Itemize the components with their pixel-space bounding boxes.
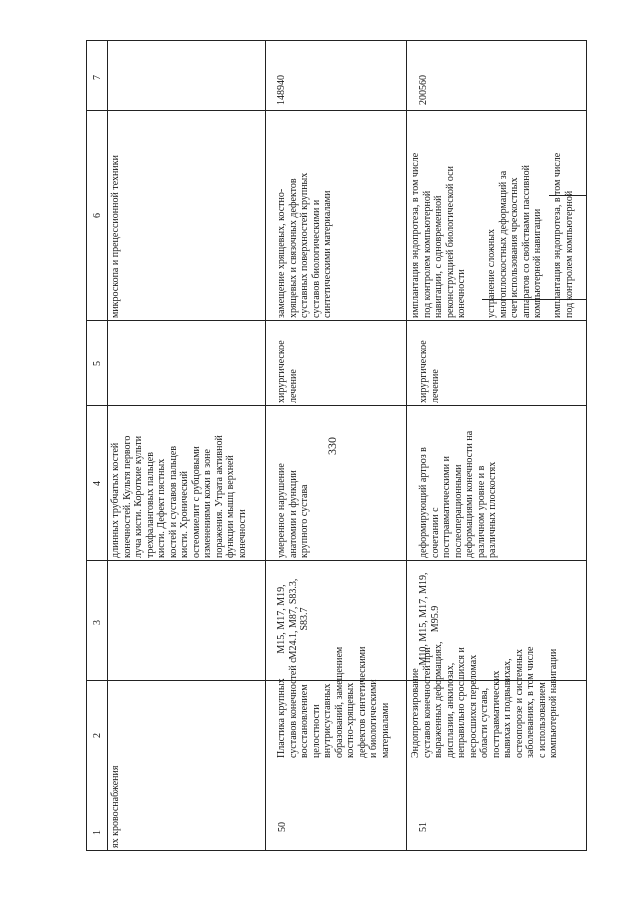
- row-50-number: 50: [277, 822, 288, 832]
- table-border-bottom: [586, 40, 587, 850]
- row-51-treatment: хирургическое лечение: [418, 340, 441, 403]
- header-col-6: 6: [92, 213, 103, 218]
- column-divider: [86, 560, 587, 561]
- row-51-method-3: имплантация эндопротеза, в том числе под контролем компьютерной: [552, 152, 575, 318]
- cont-method: микроскопа и прецессионной техники: [110, 155, 121, 318]
- column-divider: [86, 110, 587, 111]
- row-51-method-1: имплантация эндопротеза, в том числе под контролем компьютерной навигации, с одновременной реконструкцией биологической оси конечности: [410, 152, 467, 318]
- header-row-divider: [107, 40, 108, 850]
- header-col-1: 1: [92, 830, 103, 835]
- header-col-4: 4: [92, 481, 103, 486]
- row-51-model: деформирующий артроз в сочетании с посттравматическими и послеоперационными деформациями конечности на различном уровне и в различных плоскостях: [418, 430, 498, 558]
- column-divider: [86, 320, 587, 321]
- row-51-cost: 200560: [418, 75, 429, 105]
- row-50-codes: M15, M17, M19, M24.1, M87, S83.3, S83.7: [276, 578, 310, 660]
- row-51-method-2: устранение сложных многоплоскостных деформаций за счет использования чрескостных аппаратов со свойствами пассивной компьютерной навигации: [486, 165, 543, 318]
- row-51-number: 51: [418, 822, 429, 832]
- page-number: 330: [325, 437, 339, 455]
- row-50-method: замещение хрящевых, костно- хрящевых и связочных дефектов суставных поверхностей крупных суставов биологическими и синтетическими материалами: [276, 172, 333, 318]
- row-51-name: Эндопротезирование суставов конечностей при выраженных деформациях, дисплазии, анкилозах, неправильно сросшихся и несросшихся переломах области сустава, посттравматических вывихах и подвывихах, остеопорозе и системных заболеваниях, в том числе с использованием компьютерной навигации: [410, 641, 559, 758]
- column-divider: [86, 405, 587, 406]
- cont-model: длинных трубчатых костей конечностей. Культя первого луча кисти. Короткие культи трехфаланговых пальцев кисти. Дефект пястных костей и суставов пальцев кисти. Хронический остеомиелит с рубцовыми изменениями кожи в зоне поражения. Утрата активной функции мышц верхней конечности: [110, 435, 248, 558]
- row-divider: [406, 40, 407, 850]
- table-border-right: [86, 40, 587, 41]
- table-border-left: [86, 850, 587, 851]
- row-50-treatment: хирургическое лечение: [276, 340, 299, 403]
- header-col-5: 5: [92, 361, 103, 366]
- header-col-3: 3: [92, 620, 103, 625]
- cont-name: ях кровоснабжения: [110, 765, 121, 848]
- row-divider: [265, 40, 266, 850]
- row-51-codes: M10, M15, M17, M19, M95.9: [418, 572, 441, 666]
- table-border-top: [86, 40, 87, 850]
- header-col-7: 7: [92, 75, 103, 80]
- header-col-2: 2: [92, 733, 103, 738]
- row-50-model: умеренное нарушение анатомии и функции крупного сустава: [276, 463, 310, 558]
- row-50-name: Пластика крупных суставов конечностей с восстановлением целостности внутрисуставных образований, замещением костно-хрящевых дефектов синтетическими и биологическими материалами: [276, 646, 391, 758]
- row-50-cost: 148940: [276, 75, 287, 105]
